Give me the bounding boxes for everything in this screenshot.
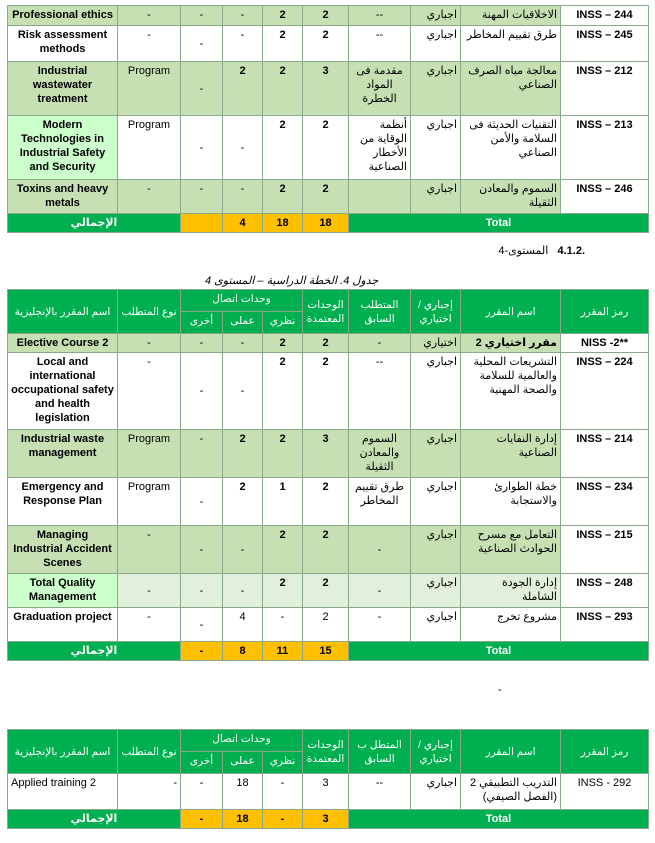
table-level3-continued (7, 5, 649, 233)
practical-hours: - (223, 526, 263, 574)
prerequisite: - (349, 526, 411, 574)
course-code: INSS – 245 (561, 26, 649, 62)
requirement-type: - (118, 608, 181, 642)
course-type: اجباري (411, 353, 461, 430)
course-code: INSS – 246 (561, 180, 649, 214)
table-row (8, 26, 649, 62)
course-name-ar: السموم والمعادن الثقيلة (461, 180, 561, 214)
course-name-ar: مشروع تخرج (461, 608, 561, 642)
credit-hours: 2 (303, 478, 349, 526)
header-en-name: اسم المقرر بالإنجليزية (8, 290, 118, 334)
requirement-type: Program (118, 478, 181, 526)
table-caption: جدول 4. الخطة الدراسية – المستوى 4 (205, 275, 379, 287)
course-type: اجباري (411, 62, 461, 116)
other-hours: - (181, 478, 223, 526)
course-type: اجباري (411, 430, 461, 478)
total-practical: 18 (223, 810, 263, 829)
credit-hours: 2 (303, 608, 349, 642)
credit-hours: 2 (303, 116, 349, 180)
course-name-ar: الاخلاقيات المهنة (461, 6, 561, 26)
credit-hours: 3 (303, 774, 349, 810)
theory-hours: 2 (263, 430, 303, 478)
header-ar-name: اسم المقرر (461, 730, 561, 774)
prerequisite (349, 180, 411, 214)
total-other (181, 214, 223, 233)
table-row (8, 6, 649, 26)
other-hours: - (181, 526, 223, 574)
total-other: - (181, 642, 223, 661)
dash-mark: - (498, 684, 502, 696)
course-name-ar: طرق تقييم المخاطر (461, 26, 561, 62)
course-type: اجباري (411, 478, 461, 526)
total-row (8, 810, 649, 829)
course-code: INSS – 214 (561, 430, 649, 478)
practical-hours: - (223, 116, 263, 180)
course-name-ar: إدارة النفايات الصناعية (461, 430, 561, 478)
total-theory: 11 (263, 642, 303, 661)
theory-hours: 1 (263, 478, 303, 526)
course-name-en: Elective Course 2 (8, 334, 118, 353)
requirement-type: - (118, 180, 181, 214)
requirement-type: - (118, 574, 181, 608)
table-header-row (8, 290, 649, 312)
practical-hours: - (223, 26, 263, 62)
header-course-type: إجباري / اختياري (411, 730, 461, 774)
course-code: NISS -2** (561, 334, 649, 353)
prerequisite: -- (349, 353, 411, 430)
course-name-ar: التقنيات الحديثة فى السلامة والأمن الصناعي (461, 116, 561, 180)
credit-hours: 2 (303, 574, 349, 608)
requirement-type: Program (118, 62, 181, 116)
course-name-en: Local and international occupational safety and health legislation (8, 353, 118, 430)
header-other: أخرى (181, 752, 223, 774)
course-type: اجباري (411, 26, 461, 62)
course-name-en: Industrial waste management (8, 430, 118, 478)
requirement-type: - (118, 26, 181, 62)
header-practical: عملى (223, 752, 263, 774)
other-hours: - (181, 353, 223, 430)
other-hours: - (181, 774, 223, 810)
course-name-ar: إدارة الجودة الشاملة (461, 574, 561, 608)
header-requirement-type: نوع المتطلب (118, 290, 181, 334)
requirement-type: Program (118, 430, 181, 478)
course-name-en: Applied training 2 (8, 774, 118, 810)
table-level4 (7, 289, 649, 661)
theory-hours: 2 (263, 6, 303, 26)
course-name-ar: التعامل مع مسرح الحوادث الصناعية (461, 526, 561, 574)
course-name-en: Toxins and heavy metals (8, 180, 118, 214)
other-hours: - (181, 116, 223, 180)
other-hours: - (181, 430, 223, 478)
course-type: اجباري (411, 574, 461, 608)
prerequisite: أنظمة الوقاية من الأخطار الصناعية (349, 116, 411, 180)
requirement-type: - (118, 334, 181, 353)
other-hours: - (181, 608, 223, 642)
table-row (8, 180, 649, 214)
table-row (8, 62, 649, 116)
table-row (8, 774, 649, 810)
header-ar-name: اسم المقرر (461, 290, 561, 334)
credit-hours: 2 (303, 526, 349, 574)
practical-hours: 2 (223, 478, 263, 526)
table-summer-training (7, 729, 649, 829)
theory-hours: - (263, 774, 303, 810)
section-title: المستوى-4 (498, 245, 549, 257)
header-credits: الوحدات المعتمدة (303, 290, 349, 334)
header-contact-hours: وحدات اتصال (181, 290, 303, 312)
credit-hours: 3 (303, 430, 349, 478)
total-row (8, 642, 649, 661)
theory-hours: 2 (263, 353, 303, 430)
total-label-ar: الإجمالي (8, 810, 181, 829)
course-code: INSS - 292 (561, 774, 649, 810)
other-hours: - (181, 180, 223, 214)
course-name-en: Managing Industrial Accident Scenes (8, 526, 118, 574)
practical-hours: 4 (223, 608, 263, 642)
requirement-type: - (118, 526, 181, 574)
credit-hours: 2 (303, 334, 349, 353)
other-hours: - (181, 6, 223, 26)
theory-hours: - (263, 608, 303, 642)
table-row (8, 334, 649, 353)
prerequisite: طرق تقييم المخاطر (349, 478, 411, 526)
total-credits: 15 (303, 642, 349, 661)
header-theory: نظري (263, 312, 303, 334)
course-type: اختياري (411, 334, 461, 353)
credit-hours: 3 (303, 62, 349, 116)
practical-hours: - (223, 334, 263, 353)
requirement-type: - (118, 774, 181, 810)
table-header-row (8, 730, 649, 752)
table-row (8, 478, 649, 526)
header-requirement-type: نوع المتطلب (118, 730, 181, 774)
section-heading (498, 244, 585, 257)
total-theory: 18 (263, 214, 303, 233)
practical-hours: - (223, 180, 263, 214)
course-name-en: Professional ethics (8, 6, 118, 26)
course-code: INSS – 244 (561, 6, 649, 26)
total-other: - (181, 810, 223, 829)
theory-hours: 2 (263, 574, 303, 608)
header-en-name: اسم المقرر بالإنجليزية (8, 730, 118, 774)
course-name-ar: معالجة مياه الصرف الصناعي (461, 62, 561, 116)
practical-hours: 2 (223, 430, 263, 478)
prerequisite: -- (349, 774, 411, 810)
practical-hours: - (223, 574, 263, 608)
header-theory: نظري (263, 752, 303, 774)
total-label-en: Total (349, 214, 649, 233)
course-name-en: Total Quality Management (8, 574, 118, 608)
prerequisite: - (349, 574, 411, 608)
total-credits: 18 (303, 214, 349, 233)
other-hours: - (181, 62, 223, 116)
course-code: INSS – 212 (561, 62, 649, 116)
header-other: أخرى (181, 312, 223, 334)
course-code: INSS – 248 (561, 574, 649, 608)
other-hours: - (181, 26, 223, 62)
course-name-en: Graduation project (8, 608, 118, 642)
course-name-en: Industrial wastewater treatment (8, 62, 118, 116)
credit-hours: 2 (303, 26, 349, 62)
other-hours: - (181, 334, 223, 353)
course-type: اجباري (411, 774, 461, 810)
total-label-ar: الإجمالي (8, 642, 181, 661)
course-name-ar: التدريب التطبيقي 2 (الفصل الصيفي) (461, 774, 561, 810)
prerequisite: السموم والمعادن الثقيلة (349, 430, 411, 478)
practical-hours: - (223, 6, 263, 26)
course-type: اجباري (411, 6, 461, 26)
table-row (8, 526, 649, 574)
course-name-en: Modern Technologies in Industrial Safety and Security (8, 116, 118, 180)
theory-hours: 2 (263, 180, 303, 214)
prerequisite: - (349, 608, 411, 642)
total-credits: 3 (303, 810, 349, 829)
total-practical: 8 (223, 642, 263, 661)
prerequisite: - (349, 334, 411, 353)
course-code: INSS – 234 (561, 478, 649, 526)
course-name-en: Emergency and Response Plan (8, 478, 118, 526)
credit-hours: 2 (303, 6, 349, 26)
course-type: اجباري (411, 526, 461, 574)
header-prerequisite: المتطلب السابق (349, 290, 411, 334)
header-course-type: إجباري / اختياري (411, 290, 461, 334)
prerequisite: -- (349, 26, 411, 62)
header-code: رمز المقرر (561, 290, 649, 334)
course-type: اجباري (411, 116, 461, 180)
total-label-en: Total (349, 642, 649, 661)
practical-hours: 18 (223, 774, 263, 810)
practical-hours: - (223, 353, 263, 430)
table-row (8, 574, 649, 608)
header-code: رمز المقرر (561, 730, 649, 774)
total-theory: - (263, 810, 303, 829)
theory-hours: 2 (263, 526, 303, 574)
credit-hours: 2 (303, 353, 349, 430)
course-name-ar: مقرر اختياري 2 (461, 334, 561, 353)
other-hours: - (181, 574, 223, 608)
course-code: INSS – 293 (561, 608, 649, 642)
table-row (8, 608, 649, 642)
prerequisite: مقدمة فى المواد الخطرة (349, 62, 411, 116)
total-row (8, 214, 649, 233)
course-code: INSS – 213 (561, 116, 649, 180)
table-row (8, 430, 649, 478)
prerequisite: -- (349, 6, 411, 26)
practical-hours: 2 (223, 62, 263, 116)
theory-hours: 2 (263, 116, 303, 180)
theory-hours: 2 (263, 26, 303, 62)
theory-hours: 2 (263, 62, 303, 116)
course-code: INSS – 224 (561, 353, 649, 430)
course-name-en: Risk assessment methods (8, 26, 118, 62)
credit-hours: 2 (303, 180, 349, 214)
course-code: INSS – 215 (561, 526, 649, 574)
header-contact-hours: وحدات اتصال (181, 730, 303, 752)
header-credits: الوحدات المعتمدة (303, 730, 349, 774)
table-row (8, 353, 649, 430)
header-prerequisite: المتطل ب السابق (349, 730, 411, 774)
course-name-ar: التشريعات المحلية والعالمية للسلامة والصحة المهنية (461, 353, 561, 430)
section-number: .4.1.2 (557, 245, 585, 257)
theory-hours: 2 (263, 334, 303, 353)
course-type: اجباري (411, 180, 461, 214)
total-label-en: Total (349, 810, 649, 829)
requirement-type: - (118, 6, 181, 26)
requirement-type: Program (118, 116, 181, 180)
total-label-ar: الإجمالي (8, 214, 181, 233)
requirement-type: - (118, 353, 181, 430)
course-type: اجباري (411, 608, 461, 642)
course-name-ar: خطة الطوارئ والاستجابة (461, 478, 561, 526)
total-practical: 4 (223, 214, 263, 233)
header-practical: عملى (223, 312, 263, 334)
table-row (8, 116, 649, 180)
